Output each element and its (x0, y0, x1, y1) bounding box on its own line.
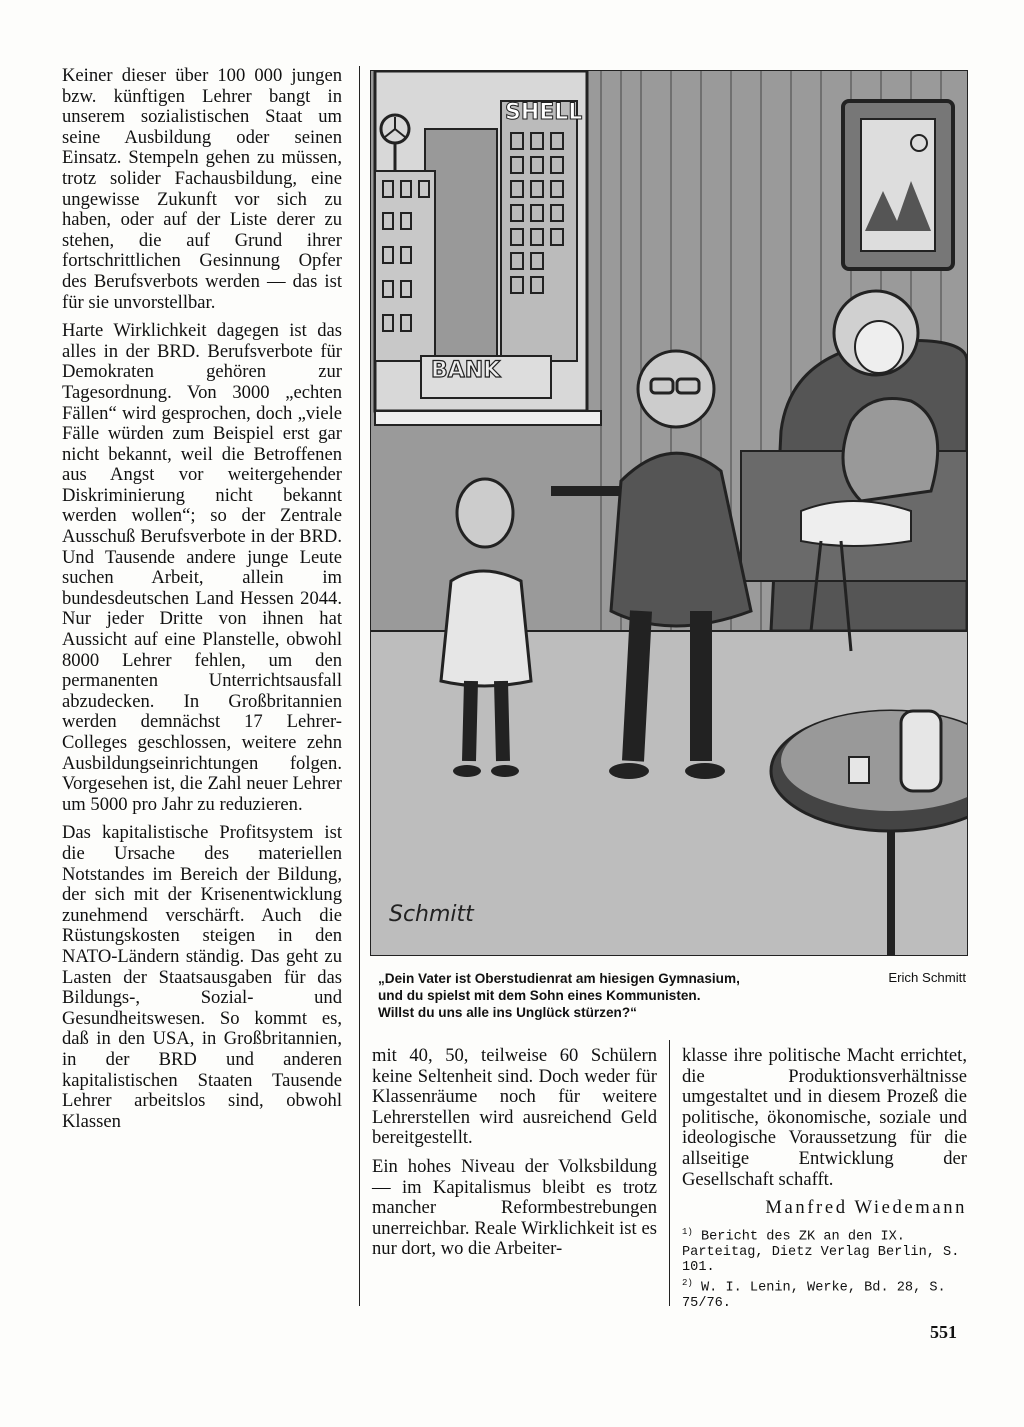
footnote-2-text: W. I. Lenin, Werke, Bd. 28, S. 75/76. (682, 1280, 946, 1311)
paragraph-3: Das kapitalistische Profitsystem ist die Ursache des materiellen Notstandes im Bereich der Bildung, der sich mit der Krisenentwicklung zunehmend verschärft. Auch die Rüstungskosten steigen in den NATO-Ländern ständig. Das geht zu Lasten der Staatsausgaben für das Bildungs-, Sozial- und Gesundheitswesen. So kommt es, daß in den USA, in Großbritannien, in der BRD und anderen kapitalistischen Staaten Tausende Lehrer arbeitslos sind, obwohl Klassen (62, 822, 342, 1132)
cartoon-illustration (370, 70, 968, 956)
artist-signature: Schmitt (389, 902, 474, 927)
right-column (682, 1046, 967, 1311)
cartoon-drawing (371, 71, 967, 955)
footnote-1-number: 1) (682, 1226, 693, 1237)
paragraph-5: Ein hohes Niveau der Volksbildung — im Kapitalismus bleibt es trotz mancher Reformbestrebungen unerreichbar. Reale Wirklichkeit ist es nur dort, wo die Arbeiter- (372, 1155, 657, 1260)
footnote-2 (682, 1276, 967, 1312)
column-rule-left (359, 66, 360, 1306)
artist-credit: Erich Schmitt (888, 970, 966, 985)
footnote-1 (682, 1225, 967, 1276)
paragraph-6: klasse ihre politische Macht errichtet, die Produktionsverhältnisse umgestaltet und in diesem Prozeß die politische, ökonomische, soziale und ideologische Voraussetzung für die allseitige Entwicklung der Gesellschaft schafft. (682, 1045, 967, 1190)
left-column (62, 66, 342, 1140)
middle-column (372, 1046, 657, 1268)
footnote-1-text: Bericht des ZK an den IX. Parteitag, Dietz Verlag Berlin, S. 101. (682, 1229, 960, 1276)
caption-line-1: „Dein Vater ist Oberstudienrat am hiesigen Gymnasium, (378, 971, 740, 986)
author-name: Manfred Wiedemann (765, 1197, 967, 1219)
page-number: 551 (930, 1322, 957, 1342)
paragraph-2: Harte Wirklichkeit dagegen ist das alles in der BRD. Berufsverbote für Demokraten gehören zur Tagesordnung. Von 3000 „echten Fällen“ wird gesprochen, doch „viele Fälle würden zum Beispiel erst gar nicht bekannt, weil die Betroffenen aus Angst vor weitergehender Diskriminierung nicht bekannt werden wollen“; so der Zentrale Ausschuß Berufsverbote in der BRD. Und Tausende andere junge Leute suchen Arbeit, allein im bundesdeutschen Land Hessen 2044. Nur jeder Dritte von ihnen hat Aussicht auf eine Planstelle, obwohl 8000 Lehrer fehlen, um den permanenten Unterrichtsausfall abzudecken. In Großbritannien werden demnächst 17 Lehrer-Colleges geschlossen, weitere zehn Ausbildungseinrichtungen folgen. Vorgesehen ist, die Zahl neuer Lehrer um 5000 pro Jahr zu reduzieren. (62, 320, 342, 815)
caption-line-3: Willst du uns alle ins Unglück stürzen?“ (378, 1005, 637, 1020)
cartoon-caption (378, 970, 838, 1021)
caption-line-2: und du spielst mit dem Sohn eines Kommunisten. (378, 988, 701, 1003)
column-rule-right (669, 1040, 670, 1306)
footnote-2-number: 2) (682, 1277, 693, 1288)
paragraph-4: mit 40, 50, teilweise 60 Schülern keine Seltenheit sind. Doch weder für Klassenräume noch für weitere Lehrerstellen wird ausreichend Geld bereitgestellt. (372, 1045, 657, 1149)
paragraph-1: Keiner dieser über 100 000 jungen bzw. künftigen Lehrer bangt in unserem sozialistischen Staat um seine Ausbildung oder seinen Einsatz. Stempeln gehen zu müssen, trotz solider Fachausbildung, eine ungewisse Zukunft vor sich zu haben, oder auf der Liste derer zu stehen, die auf Grund ihrer fortschrittlichen Gesinnung Opfer des Berufsverbots werden — das ist für sie unvorstellbar. (62, 65, 342, 313)
shell-sign: SHELL (505, 100, 583, 125)
bank-sign: BANK (431, 358, 501, 383)
